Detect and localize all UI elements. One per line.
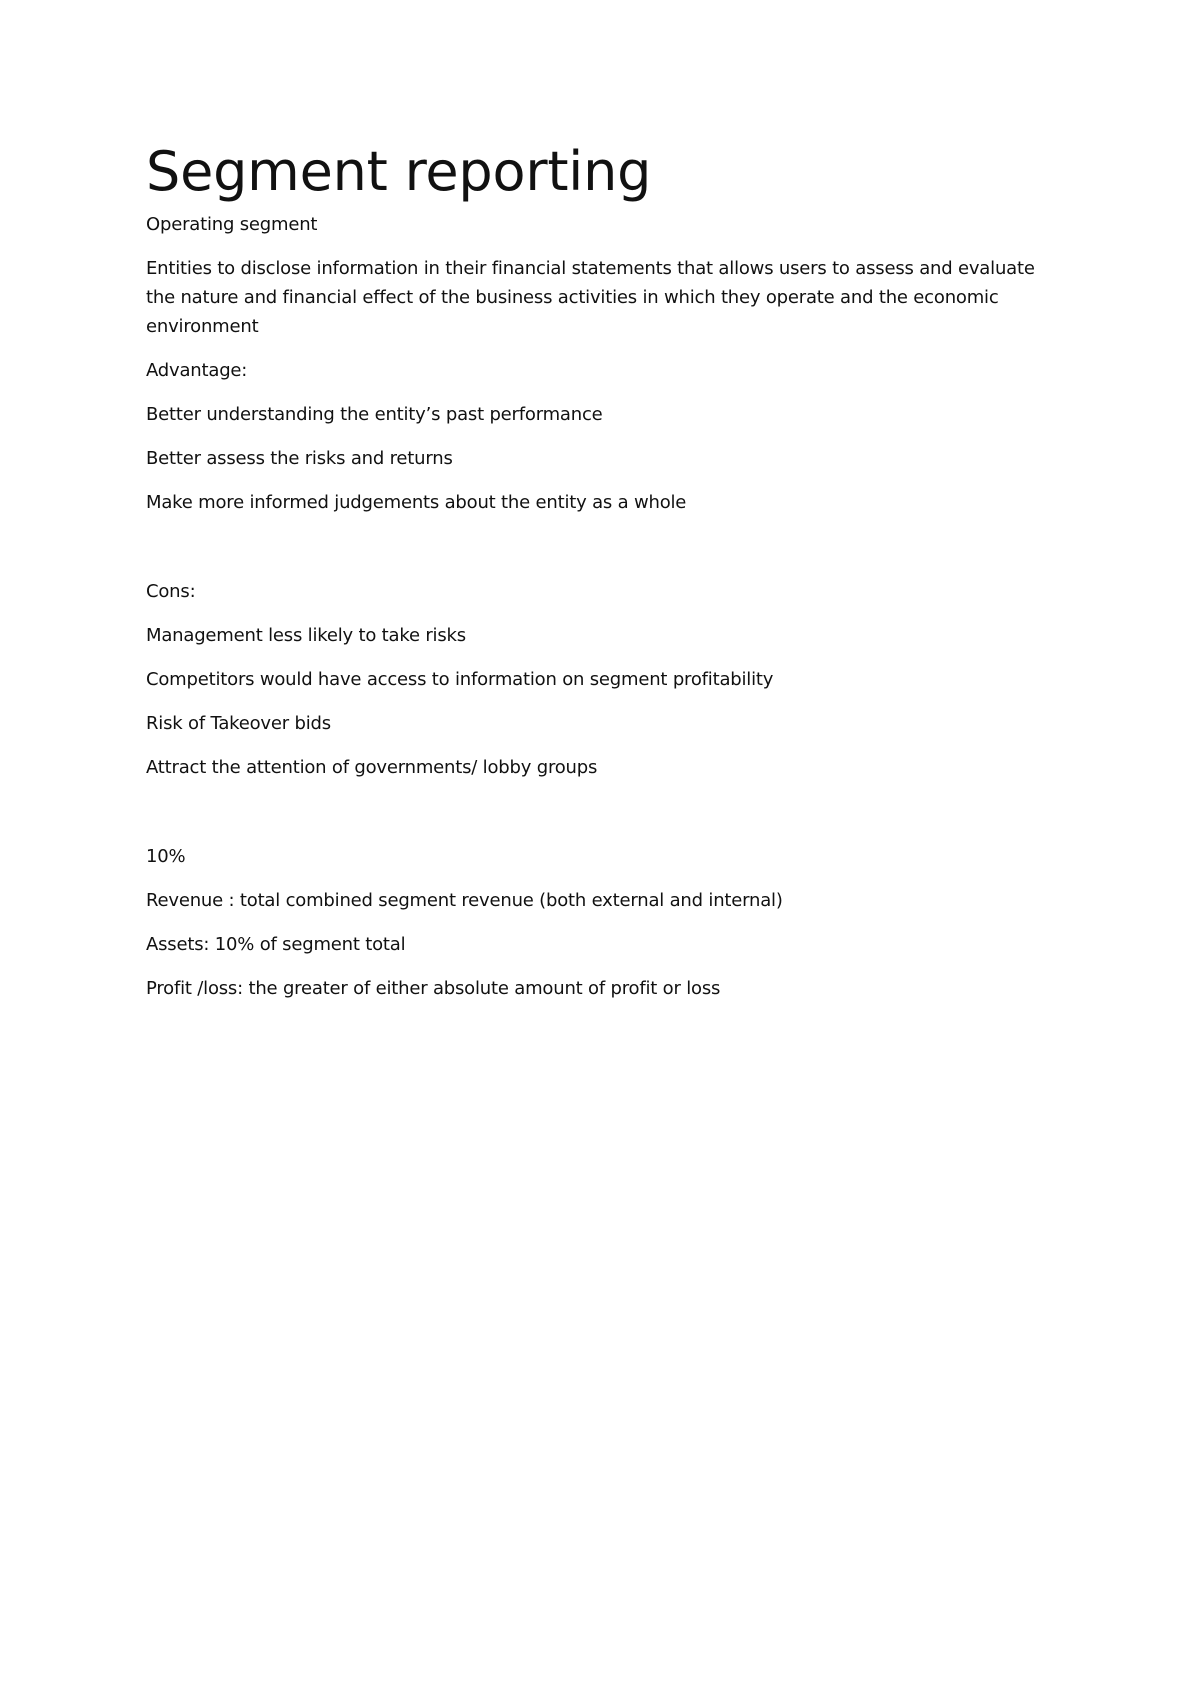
threshold-item: Profit /loss: the greater of either absolute amount of profit or loss — [146, 978, 721, 999]
advantage-item: Make more informed judgements about the entity as a whole — [146, 492, 687, 513]
cons-item: Attract the attention of governments/ lobby groups — [146, 757, 598, 778]
subtitle: Operating segment — [146, 214, 318, 235]
advantage-item: Better understanding the entity’s past performance — [146, 404, 603, 425]
document-page — [146, 140, 1066, 1003]
threshold-item: Revenue : total combined segment revenue (both external and internal) — [146, 890, 783, 911]
threshold-heading: 10% — [146, 846, 186, 867]
advantage-item: Better assess the risks and returns — [146, 448, 453, 469]
advantage-heading: Advantage: — [146, 360, 248, 381]
cons-item: Management less likely to take risks — [146, 625, 466, 646]
cons-item: Risk of Takeover bids — [146, 713, 331, 734]
threshold-item: Assets: 10% of segment total — [146, 934, 406, 955]
document-title: Segment reporting — [146, 140, 652, 203]
intro-paragraph: Entities to disclose information in their financial statements that allows users to assess and evaluate the nature and financial effect of the business activities in which they operate and the economic environment — [146, 258, 1035, 337]
cons-heading: Cons: — [146, 581, 196, 602]
cons-item: Competitors would have access to information on segment profitability — [146, 669, 774, 690]
